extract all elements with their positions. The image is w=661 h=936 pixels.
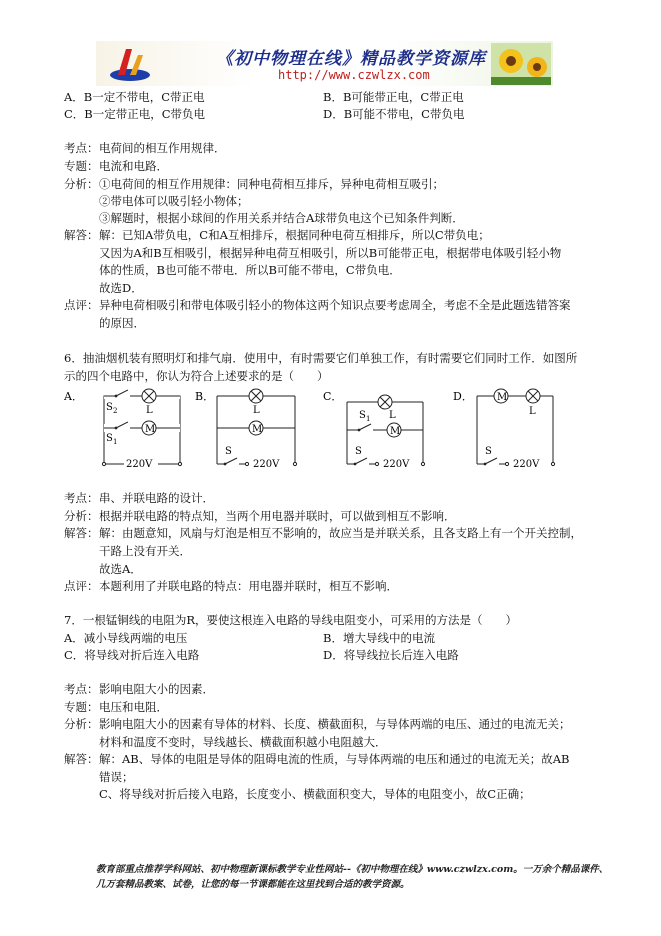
q7-zhuanti-label: 专题： xyxy=(64,700,99,714)
svg-text:S: S xyxy=(225,446,232,457)
q5-zhuanti: 电流和电路． xyxy=(99,159,168,173)
q7-fenxi-line: 材料和温度不变时，导线越长、横截面积越小电阻越大． xyxy=(99,735,387,749)
q5-fenxi-line: ①电荷间的相互作用规律：同种电荷相互排斥，异种电荷相互吸引； xyxy=(99,177,444,191)
q7-jieda-line: 解：AB、导体的电阻是导体的阻碍电流的性质，与导体两端的电压和通过的电流无关；故AB xyxy=(99,752,570,766)
q7-fenxi-label: 分析： xyxy=(64,717,99,731)
svg-text:220V: 220V xyxy=(513,459,540,470)
q5-jieda-line: 又因为A和B互相吸引，根据异种电荷互相吸引，所以B可能带正电，根据带电体吸引轻小物 xyxy=(99,246,562,260)
site-logo xyxy=(108,45,152,83)
footer-line: 教育部重点推荐学科网站、初中物理新课标教学专业性网站--《初中物理在线》www.czwlzx.com。一万余个精品课件、 xyxy=(96,864,609,875)
q6-fenxi: 根据并联电路的特点知，当两个用电器并联时，可以做到相互不影响． xyxy=(99,509,456,523)
q5-jieda-line: 解：已知A带负电，C和A互相排斥，根据同种电荷互相排斥，所以C带负电； xyxy=(99,228,490,242)
header-banner xyxy=(96,41,553,86)
q5-dianping-line: 的原因． xyxy=(99,316,145,330)
q6-fenxi-label: 分析： xyxy=(64,509,99,523)
circuit-c xyxy=(323,388,451,470)
svg-text:220V: 220V xyxy=(126,459,153,470)
svg-text:S: S xyxy=(355,446,362,457)
circuit-b xyxy=(195,388,323,470)
svg-text:1: 1 xyxy=(113,438,118,446)
q6-kaodian: 串、并联电路的设计． xyxy=(99,491,214,505)
svg-text:S: S xyxy=(485,446,492,457)
q5-jieda-label: 解答： xyxy=(64,228,99,242)
q6-jieda-line: 故选A． xyxy=(99,562,142,576)
svg-text:M: M xyxy=(390,426,401,437)
q5-fenxi-line: ②带电体可以吸引轻小物体； xyxy=(99,194,249,208)
q5-zhuanti-label: 专题： xyxy=(64,159,99,173)
q7-option-d: D．将导线拉长后连入电路 xyxy=(323,648,459,662)
circuit-a-label: A． xyxy=(64,390,83,403)
circuit-a xyxy=(64,388,192,470)
q5-fenxi-label: 分析： xyxy=(64,177,99,191)
svg-text:220V: 220V xyxy=(253,459,280,470)
q7-fenxi-line: 影响电阻大小的因素有导体的材料、长度、横截面积，与导体两端的电压、通过的电流无关； xyxy=(99,717,571,731)
q5-option-b: B．B可能带正电，C带正电 xyxy=(323,90,464,104)
q7-zhuanti: 电压和电阻． xyxy=(99,700,168,714)
q7-kaodian: 影响电阻大小的因素． xyxy=(99,682,214,696)
svg-text:2: 2 xyxy=(113,407,118,415)
banner-title: 《初中物理在线》精品教学资源库 xyxy=(216,49,486,69)
svg-text:M: M xyxy=(497,392,508,403)
q5-fenxi-line: ③解题时，根据小球间的作用关系并结合A球带负电这个已知条件判断． xyxy=(99,211,464,225)
svg-text:S: S xyxy=(106,433,113,444)
svg-text:L: L xyxy=(253,405,260,416)
q6-dianping-label: 点评： xyxy=(64,579,99,593)
q6-kaodian-label: 考点： xyxy=(64,491,99,505)
q6-dianping: 本题利用了并联电路的特点：用电器并联时，相互不影响． xyxy=(99,579,398,593)
q7-kaodian-label: 考点： xyxy=(64,682,99,696)
q7-option-c: C．将导线对折后连入电路 xyxy=(64,648,200,662)
q7-option-b: B．增大导线中的电流 xyxy=(323,631,435,645)
svg-text:C．: C． xyxy=(323,390,343,403)
circuit-d xyxy=(453,388,581,470)
q7-jieda-label: 解答： xyxy=(64,752,99,766)
footer-line: 几万套精品教案、试卷，让您的每一节课都能在这里找到合适的教学资源。 xyxy=(96,879,410,890)
q7-jieda-line: C、将导线对折后接入电路，长度变小、横截面积变大，导体的电阻变小，故C正确； xyxy=(99,787,531,801)
q5-dianping-label: 点评： xyxy=(64,298,99,312)
svg-text:D．: D． xyxy=(453,390,473,403)
banner-url: http://www.czwlzx.com xyxy=(278,68,430,82)
sunflower-image xyxy=(491,43,551,85)
svg-text:L: L xyxy=(529,406,536,417)
q5-jieda-line: 故选D． xyxy=(99,281,143,295)
q5-dianping-line: 异种电荷相吸引和带电体吸引轻小的物体这两个知识点要考虑周全，考虑不全是此题选错答案 xyxy=(99,298,571,312)
q5-option-a: A．B一定不带电，C带正电 xyxy=(64,90,205,104)
svg-text:L: L xyxy=(389,410,396,421)
q7-jieda-line: 错误； xyxy=(99,770,134,784)
svg-text:M: M xyxy=(145,424,156,435)
q6-jieda-label: 解答： xyxy=(64,526,99,540)
q6-jieda-line: 干路上没有开关． xyxy=(99,544,191,558)
svg-text:M: M xyxy=(252,424,263,435)
q7-option-a: A．减小导线两端的电压 xyxy=(64,631,188,645)
q6-jieda-line: 解：由题意知，风扇与灯泡是相互不影响的，故应当是并联关系，且各支路上有一个开关控制， xyxy=(99,526,582,540)
svg-text:S: S xyxy=(359,410,366,421)
q5-kaodian-label: 考点： xyxy=(64,141,99,155)
q5-option-d: D．B可能不带电，C带负电 xyxy=(323,107,465,121)
q6-stem-line: 示的四个电路中，你认为符合上述要求的是（ ） xyxy=(64,369,329,383)
page-footer xyxy=(96,862,608,892)
q5-kaodian: 电荷间的相互作用规律． xyxy=(99,141,226,155)
q6-stem-line: 6．抽油烟机装有照明灯和排气扇．使用中，有时需要它们单独工作，有时需要它们同时工作．如图所 xyxy=(64,351,578,365)
svg-text:S: S xyxy=(106,402,113,413)
svg-text:B．: B． xyxy=(195,390,215,403)
q5-jieda-line: 体的性质，B也可能不带电．所以B可能不带电，C带负电． xyxy=(99,263,401,277)
svg-text:L: L xyxy=(146,405,153,416)
q5-option-c: C．B一定带正电，C带负电 xyxy=(64,107,206,121)
svg-text:1: 1 xyxy=(366,415,371,423)
svg-text:220V: 220V xyxy=(383,459,410,470)
q7-stem: 7．一根锰铜线的电阻为R，要使这根连入电路的导线电阻变小，可采用的方法是（ ） xyxy=(64,613,517,627)
